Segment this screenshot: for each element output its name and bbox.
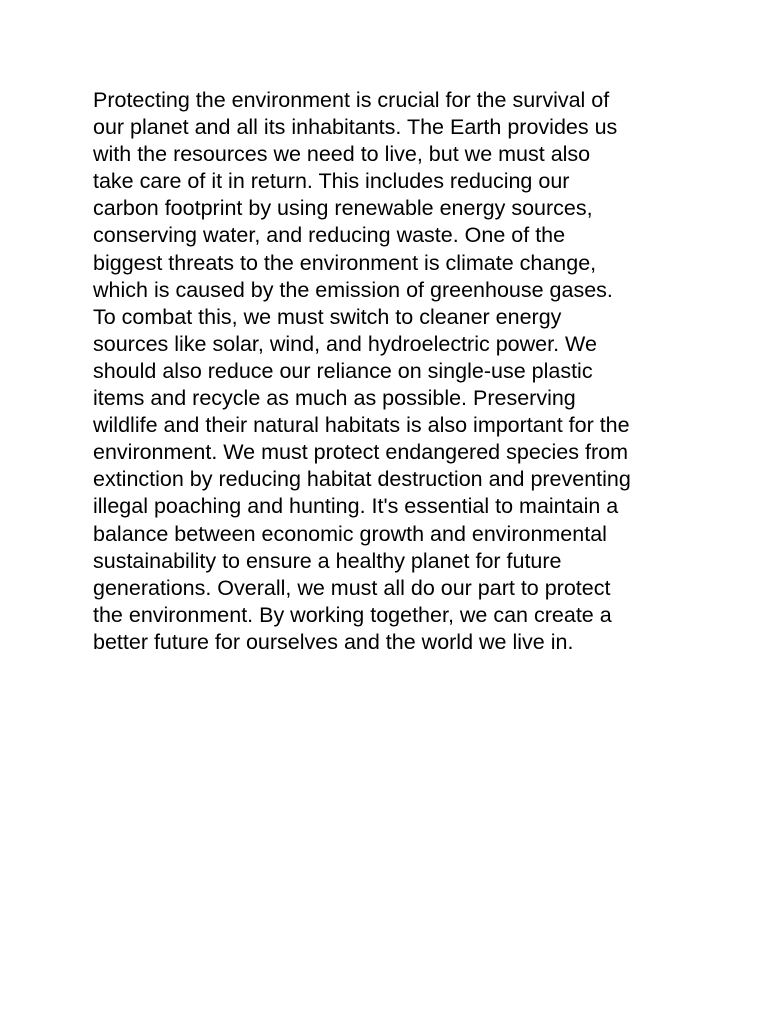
- paragraph-line: should also reduce our reliance on single-use plastic: [93, 358, 593, 383]
- paragraph-line: To combat this, we must switch to cleaner energy: [93, 304, 562, 329]
- paragraph-line: biggest threats to the environment is climate change,: [93, 250, 597, 275]
- paragraph-line: better future for ourselves and the world we live in.: [93, 629, 574, 654]
- paragraph-line: which is caused by the emission of greenhouse gases.: [93, 277, 613, 302]
- body-paragraph: [93, 87, 693, 656]
- paragraph-line: the environment. By working together, we can create a: [93, 602, 612, 627]
- paragraph-line: sources like solar, wind, and hydroelectric power. We: [93, 331, 597, 356]
- paragraph-line: conserving water, and reducing waste. One of the: [93, 223, 566, 248]
- paragraph-line: sustainability to ensure a healthy planet for future: [93, 548, 562, 573]
- paragraph-line: take care of it in return. This includes reducing our: [93, 169, 570, 194]
- paragraph-line: illegal poaching and hunting. It's essential to maintain a: [93, 494, 619, 519]
- paragraph-line: our planet and all its inhabitants. The Earth provides us: [93, 115, 618, 140]
- paragraph-line: Protecting the environment is crucial for the survival of: [93, 88, 610, 112]
- paragraph-line: with the resources we need to live, but we must also: [93, 142, 591, 167]
- paragraph-line: carbon footprint by using renewable energy sources,: [93, 196, 593, 221]
- paragraph-line: balance between economic growth and environmental: [93, 521, 607, 546]
- paragraph-line: generations. Overall, we must all do our part to protect: [93, 575, 611, 600]
- paragraph-line: environment. We must protect endangered species from: [93, 440, 628, 465]
- paragraph-line: extinction by reducing habitat destruction and preventing: [93, 467, 631, 492]
- paragraph-line: wildlife and their natural habitats is also important for the: [93, 413, 630, 438]
- paragraph-line: items and recycle as much as possible. Preserving: [93, 386, 576, 411]
